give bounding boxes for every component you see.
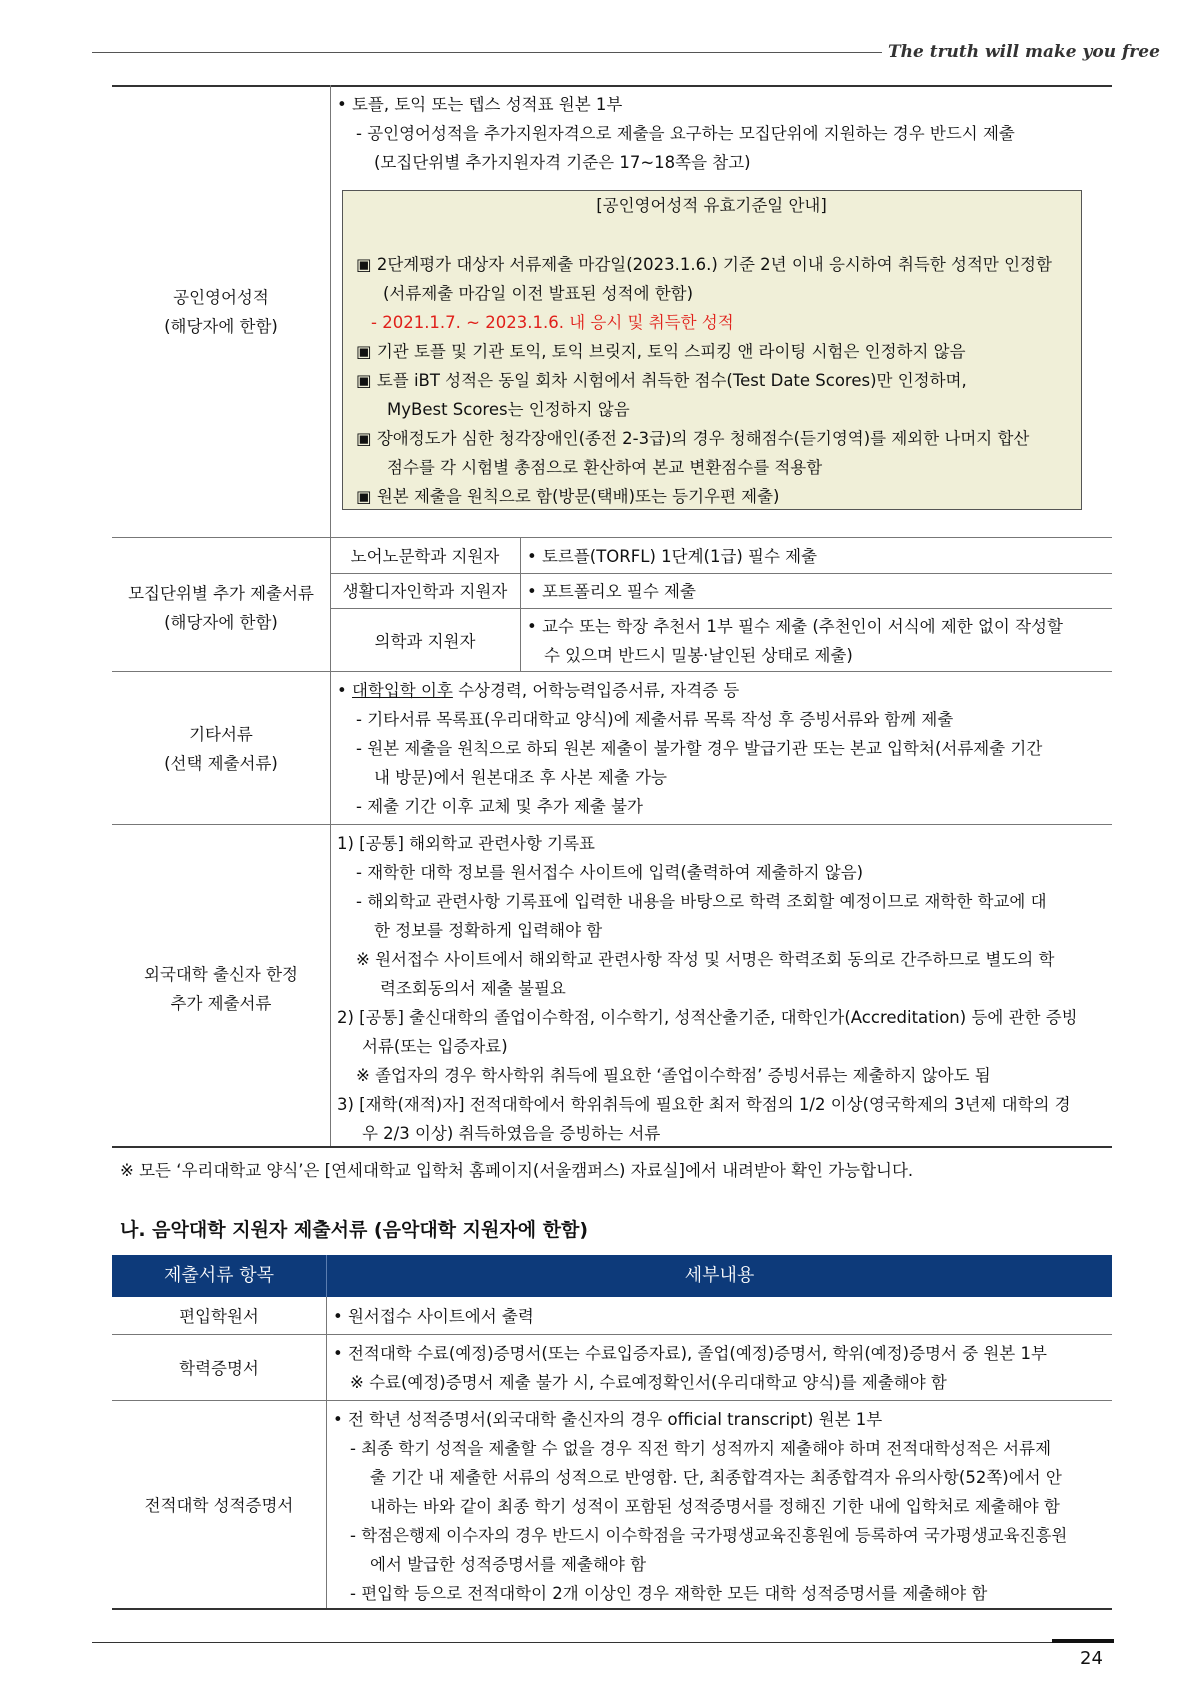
table-column-divider: [330, 85, 331, 1146]
box-line: ▣ 2단계평가 대상자 서류제출 마감일(2023.1.6.) 기준 2년 이내 응시하여 취득한 성적만 인정함: [356, 255, 1052, 274]
application-line: • 원서접수 사이트에서 출력: [333, 1307, 534, 1326]
transcript-line: 출 기간 내 제출한 서류의 성적으로 반영함. 단, 최종합격자는 최종합격자 유의사항(52쪽)에서 안: [370, 1468, 1062, 1487]
english-line: • 토플, 토익 또는 텝스 성적표 원본 1부: [337, 95, 623, 114]
table-top-rule: [112, 85, 1112, 87]
header-col-item: 제출서류 항목: [163, 1265, 275, 1286]
box-line: (서류제출 마감일 이전 발표된 성적에 한함): [383, 284, 694, 303]
box-line: MyBest Scores는 인정하지 않음: [387, 400, 630, 419]
transcript-line: - 편입학 등으로 전적대학이 2개 이상인 경우 재학한 모든 대학 성적증명서를 제출해야 함: [350, 1584, 988, 1603]
row-divider: [112, 1400, 1112, 1401]
row-divider: [112, 537, 1112, 538]
other-line: • 대학입학 이후 수상경력, 어학능력입증서류, 자격증 등: [337, 681, 740, 700]
row-divider: [112, 1334, 1112, 1335]
sub-row-divider: [330, 573, 1112, 574]
other-line: - 제출 기간 이후 교체 및 추가 제출 불가: [356, 797, 643, 816]
row-label-unit-docs: 모집단위별 추가 제출서류 (해당자에 한함): [128, 584, 314, 632]
sub-detail: 수 있으며 반드시 밀봉·날인된 상태로 제출): [544, 646, 853, 665]
box-line: ▣ 토플 iBT 성적은 동일 회차 시험에서 취득한 점수(Test Date Scores)만 인정하며,: [356, 371, 967, 390]
row-label-transcript: 전적대학 성적증명서: [144, 1496, 294, 1515]
sub-detail: • 토르플(TORFL) 1단계(1급) 필수 제출: [527, 547, 818, 566]
foreign-line: 1) [공통] 해외학교 관련사항 기록표: [337, 834, 595, 853]
row-label-other-docs: 기타서류 (선택 제출서류): [164, 725, 278, 773]
english-line: (모집단위별 추가지원자격 기준은 17~18쪽을 참고): [374, 153, 751, 172]
header-motto: The truth will make you free: [888, 42, 1160, 62]
forms-note: ※ 모든 ‘우리대학교 양식’은 [연세대학교 입학처 홈페이지(서울캠퍼스) 자료실]에서 내려받아 확인 가능합니다.: [120, 1161, 914, 1180]
row-label-education-cert: 학력증명서: [179, 1359, 259, 1378]
sub-label-russian: 노어노문학과 지원자: [350, 547, 500, 566]
education-cert-line: ※ 수료(예정)증명서 제출 불가 시, 수료예정확인서(우리대학교 양식)를 제출해야 함: [350, 1373, 947, 1392]
foreign-line: 2) [공통] 출신대학의 졸업이수학점, 이수학기, 성적산출기준, 대학인가(Accreditation) 등에 관한 증빙: [337, 1008, 1078, 1027]
transcript-line: • 전 학년 성적증명서(외국대학 출신자의 경우 official transcript) 원본 1부: [333, 1410, 883, 1429]
other-line: - 원본 제출을 원칙으로 하되 원본 제출이 불가할 경우 발급기관 또는 본교 입학처(서류제출 기간: [356, 739, 1043, 758]
foreign-line: 한 정보를 정확하게 입력해야 함: [374, 921, 603, 940]
foreign-line: 서류(또는 입증자료): [362, 1037, 508, 1056]
foreign-line: - 재학한 대학 정보를 원서접수 사이트에 입력(출력하여 제출하지 않음): [356, 863, 864, 882]
foreign-line: ※ 졸업자의 경우 학사학위 취득에 필요한 ‘졸업이수학점’ 증빙서류는 제출하지 않아도 됨: [356, 1066, 991, 1085]
sub-label-design: 생활디자인학과 지원자: [342, 582, 508, 601]
box-line: ▣ 원본 제출을 원칙으로 함(방문(택배)또는 등기우편 제출): [356, 487, 780, 506]
section-title: 나. 음악대학 지원자 제출서류 (음악대학 지원자에 한함): [120, 1219, 589, 1241]
sub-label-medicine: 의학과 지원자: [374, 632, 476, 651]
transcript-line: 에서 발급한 성적증명서를 제출해야 함: [370, 1555, 647, 1574]
box-title: [공인영어성적 유효기준일 안내]: [596, 196, 827, 215]
row-divider: [112, 824, 1112, 825]
box-line: 점수를 각 시험별 총점으로 환산하여 본교 변환점수를 적용함: [387, 458, 823, 477]
foreign-line: 3) [재학(재적)자] 전적대학에서 학위취득에 필요한 최저 학점의 1/2 이상(영국학제의 3년제 대학의 경: [337, 1095, 1071, 1114]
foreign-line: - 해외학교 관련사항 기록표에 입력한 내용을 바탕으로 학력 조회할 예정이므로 재학한 학교에 대: [356, 892, 1047, 911]
other-line: - 기타서류 목록표(우리대학교 양식)에 제출서류 목록 작성 후 증빙서류와 함께 제출: [356, 710, 954, 729]
row-label-english: 공인영어성적 (해당자에 한함): [164, 288, 278, 336]
education-cert-line: • 전적대학 수료(예정)증명서(또는 수료입증자료), 졸업(예정)증명서, 학위(예정)증명서 중 원본 1부: [333, 1344, 1047, 1363]
other-line: 내 방문)에서 원본대조 후 사본 제출 가능: [374, 768, 667, 787]
row-divider: [112, 671, 1112, 672]
sub-detail: • 포트폴리오 필수 제출: [527, 582, 696, 601]
transcript-line: - 최종 학기 성적을 제출할 수 없을 경우 직전 학기 성적까지 제출해야 하며 전적대학성적은 서류제: [350, 1439, 1052, 1458]
foreign-line: ※ 원서접수 사이트에서 해외학교 관련사항 작성 및 서명은 학력조회 동의로 간주하므로 별도의 학: [356, 950, 1055, 969]
transcript-line: 내하는 바와 같이 최종 학기 성적이 포함된 성적증명서를 정해진 기한 내에 입학처로 제출해야 함: [370, 1497, 1060, 1516]
sub-detail: • 교수 또는 학장 추천서 1부 필수 제출 (추천인이 서식에 제한 없이 작성할: [527, 617, 1063, 636]
table-column-divider: [326, 1297, 327, 1608]
page-number: 24: [1080, 1648, 1103, 1669]
sub-row-divider: [330, 608, 1112, 609]
table-bottom-rule: [112, 1608, 1112, 1610]
box-line-highlight: - 2021.1.7. ~ 2023.1.6. 내 응시 및 취득한 성적: [371, 313, 734, 332]
row-label-application: 편입학원서: [179, 1307, 259, 1326]
foreign-line: 우 2/3 이상) 취득하였음을 증빙하는 서류: [362, 1124, 661, 1143]
english-validity-box: [342, 190, 1082, 510]
english-line: - 공인영어성적을 추가지원자격으로 제출을 요구하는 모집단위에 지원하는 경우 반드시 제출: [356, 124, 1015, 143]
box-line: ▣ 장애정도가 심한 청각장애인(종전 2-3급)의 경우 청해점수(듣기영역)를 제외한 나머지 합산: [356, 429, 1030, 448]
footer-rule: [92, 1642, 1114, 1643]
foreign-line: 력조회동의서 제출 불필요: [380, 979, 566, 998]
sub-column-divider: [520, 537, 521, 671]
table-bottom-rule: [112, 1146, 1112, 1148]
underlined-phrase: 대학입학 이후: [351, 681, 453, 700]
box-line: ▣ 기관 토플 및 기관 토익, 토익 브릿지, 토익 스피킹 앤 라이팅 시험은 인정하지 않음: [356, 342, 966, 361]
transcript-line: - 학점은행제 이수자의 경우 반드시 이수학점을 국가평생교육진흥원에 등록하여 국가평생교육진흥원: [350, 1526, 1068, 1545]
header-rule: [92, 52, 882, 53]
header-col-detail: 세부내용: [684, 1265, 755, 1286]
footer-rule-accent: [1052, 1639, 1114, 1643]
table-header: [112, 1255, 1112, 1297]
row-label-foreign: 외국대학 출신자 한정 추가 제출서류: [144, 965, 298, 1013]
